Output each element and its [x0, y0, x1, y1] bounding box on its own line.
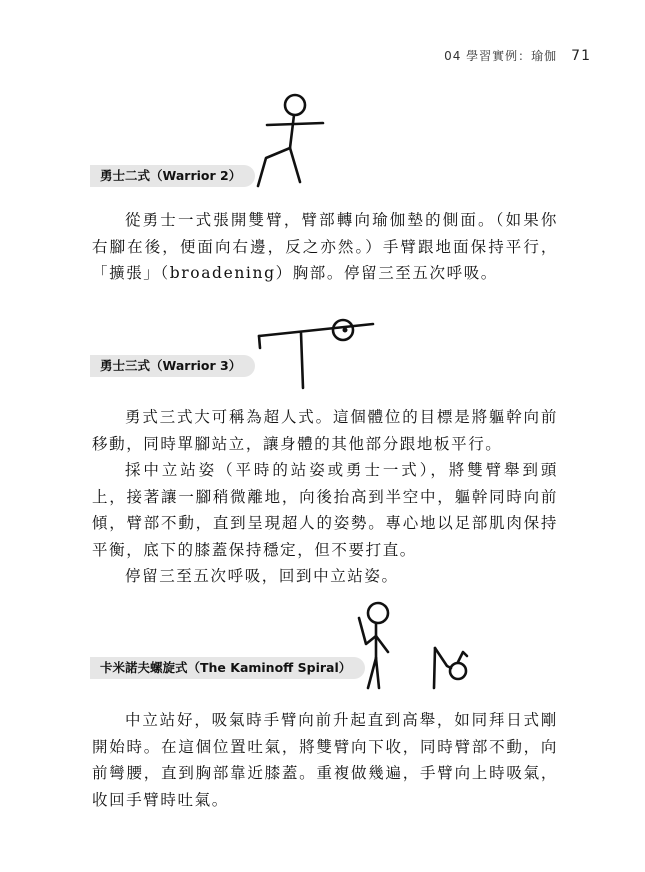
paragraph: 勇式三式大可稱為超人式。這個體位的目標是將軀幹向前移動，同時單腳站立，讓身體的其他部分跟地板平行。 — [92, 408, 558, 453]
paragraph: 中立站好，吸氣時手臂向前升起直到高舉，如同拜日式剛開始時。在這個位置吐氣，將雙臂向下收，同時臂部不動，向前彎腰，直到胸部靠近膝蓋。重複做幾遍，手臂向上時吸氣，收回手臂時吐氣。 — [92, 711, 558, 809]
running-header — [444, 47, 591, 64]
section-label-kaminoff-spiral: 卡米諾夫螺旋式（The Kaminoff Spiral） — [90, 657, 365, 679]
kaminoff-bending-figure — [425, 640, 475, 698]
section-label-warrior-3: 勇士三式（Warrior 3） — [90, 355, 255, 377]
section-label-warrior-2: 勇士二式（Warrior 2） — [90, 165, 255, 187]
chapter-title: 04 學習實例：瑜伽 — [444, 49, 558, 63]
kaminoff-standing-figure — [352, 598, 397, 698]
page-number: 71 — [571, 48, 591, 64]
paragraph: 停留三至五次呼吸，回到中立站姿。 — [125, 567, 399, 585]
warrior-3-stick-figure — [255, 313, 380, 393]
paragraph: 採中立站姿（平時的站姿或勇士一式），將雙臂舉到頭上，接著讓一腳稍微離地，向後抬高到半空中，軀幹同時向前傾，臂部不動，直到呈現超人的姿勢。專心地以足部肌肉保持平衡，底下的膝蓋保持穩定，但不要打直。 — [92, 461, 558, 559]
paragraph: 從勇士一式張開雙臂，臂部轉向瑜伽墊的側面。（如果你右腳在後，便面向右邊，反之亦然。）手臂跟地面保持平行，「擴張」（broadening）胸部。停留三至五次呼吸。 — [92, 211, 558, 282]
warrior-2-stick-figure — [240, 88, 340, 193]
